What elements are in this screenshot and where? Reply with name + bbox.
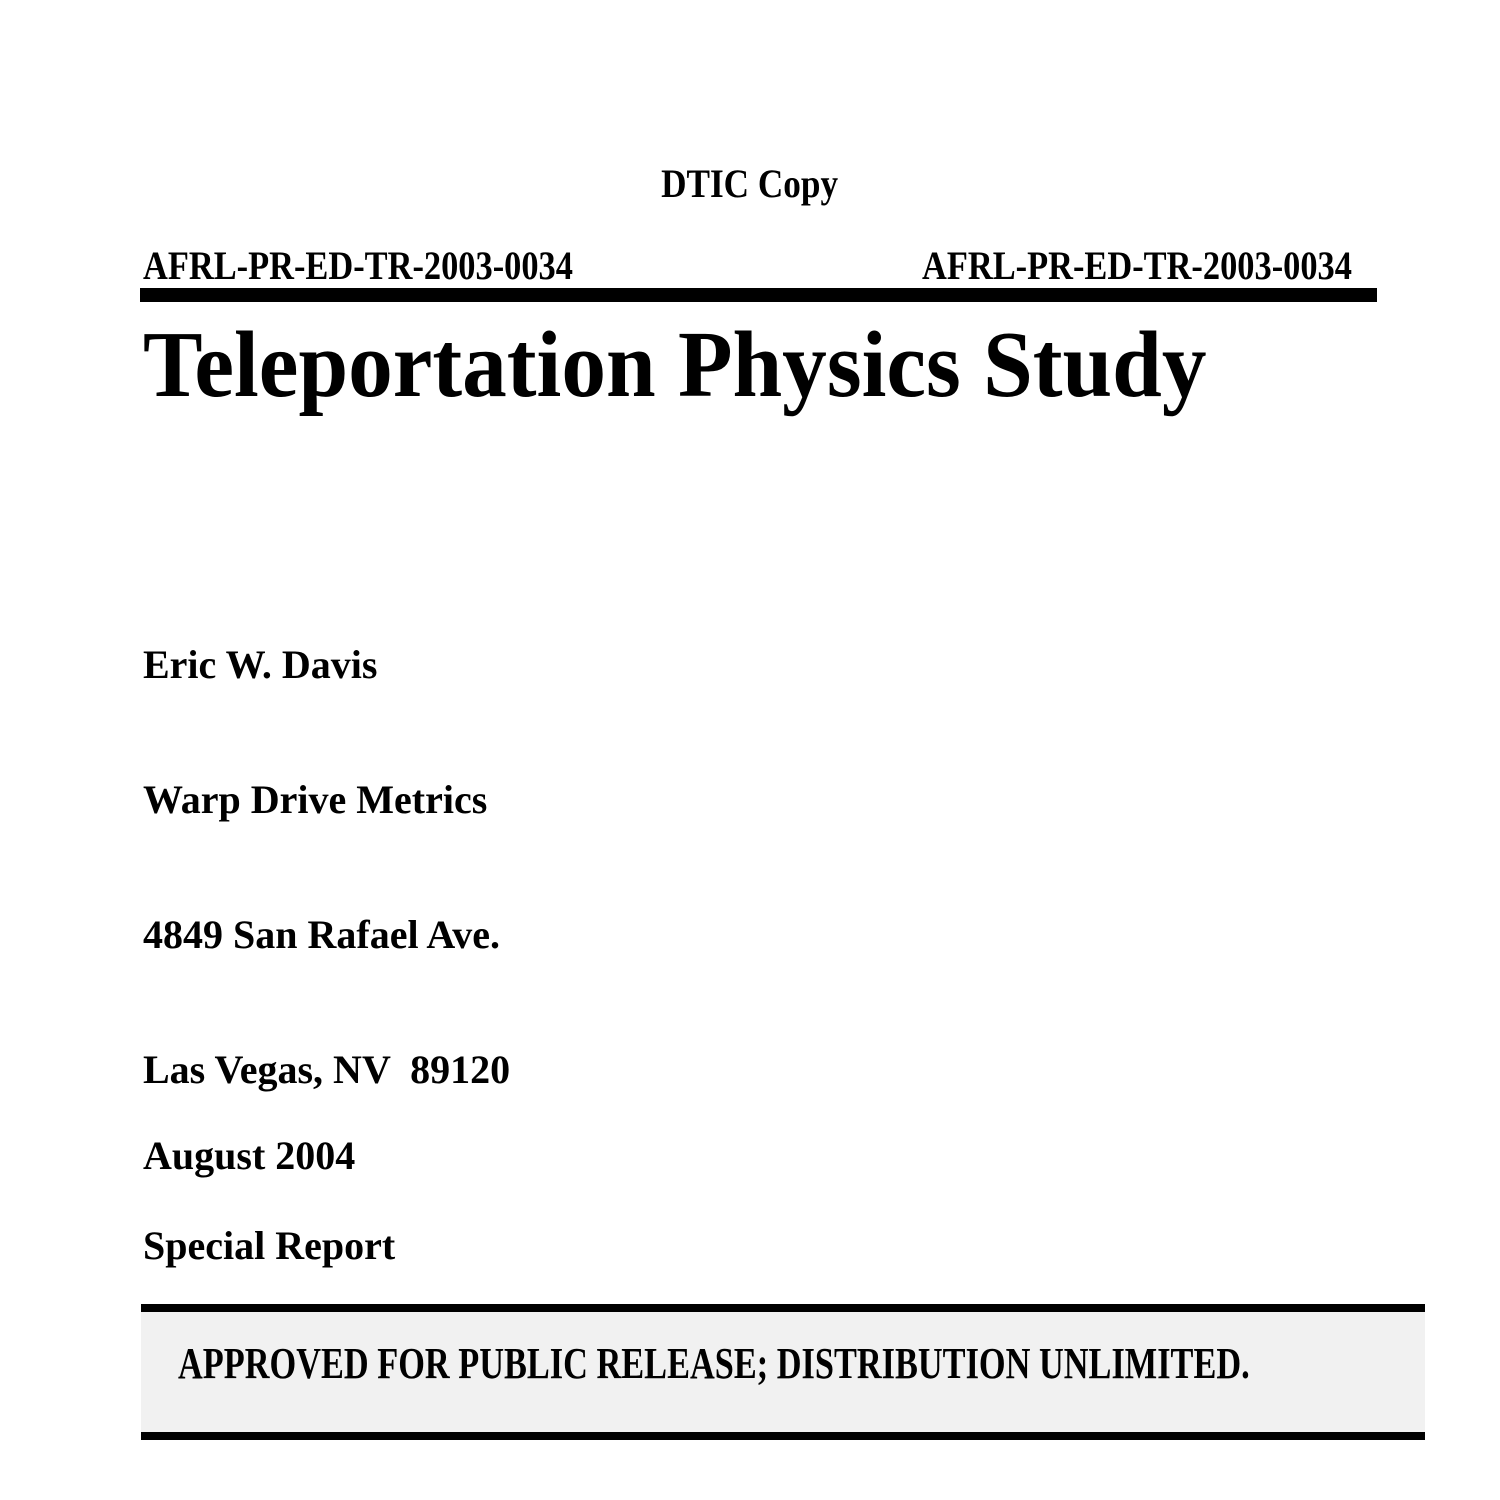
distribution-box-top-rule: [141, 1304, 1425, 1312]
page-title: [143, 315, 1262, 415]
author-organization: Warp Drive Metrics: [143, 777, 488, 822]
author-block: [143, 552, 510, 1182]
distribution-statement-text: APPROVED FOR PUBLIC RELEASE; DISTRIBUTION UNLIMITED.: [178, 1339, 1250, 1388]
report-type: Special Report: [143, 1223, 396, 1268]
report-number-left-text: AFRL-PR-ED-TR-2003-0034: [143, 243, 573, 288]
page-title-text: Teleportation Physics Study: [143, 313, 1207, 417]
dtic-copy-text: DTIC Copy: [661, 161, 839, 206]
distribution-statement-box: [141, 1312, 1425, 1432]
report-number-right-text: AFRL-PR-ED-TR-2003-0034: [922, 243, 1352, 288]
report-number-left: [143, 243, 643, 288]
report-number-right: [852, 243, 1352, 288]
author-name: Eric W. Davis: [143, 642, 378, 687]
distribution-box-bottom-rule: [141, 1432, 1425, 1440]
dtic-copy-label: [0, 162, 1500, 206]
author-address-street: 4849 San Rafael Ave.: [143, 912, 501, 957]
author-address-city: Las Vegas, NV 89120: [143, 1047, 511, 1092]
header-divider-rule: [140, 288, 1377, 302]
report-date: August 2004: [143, 1133, 356, 1178]
